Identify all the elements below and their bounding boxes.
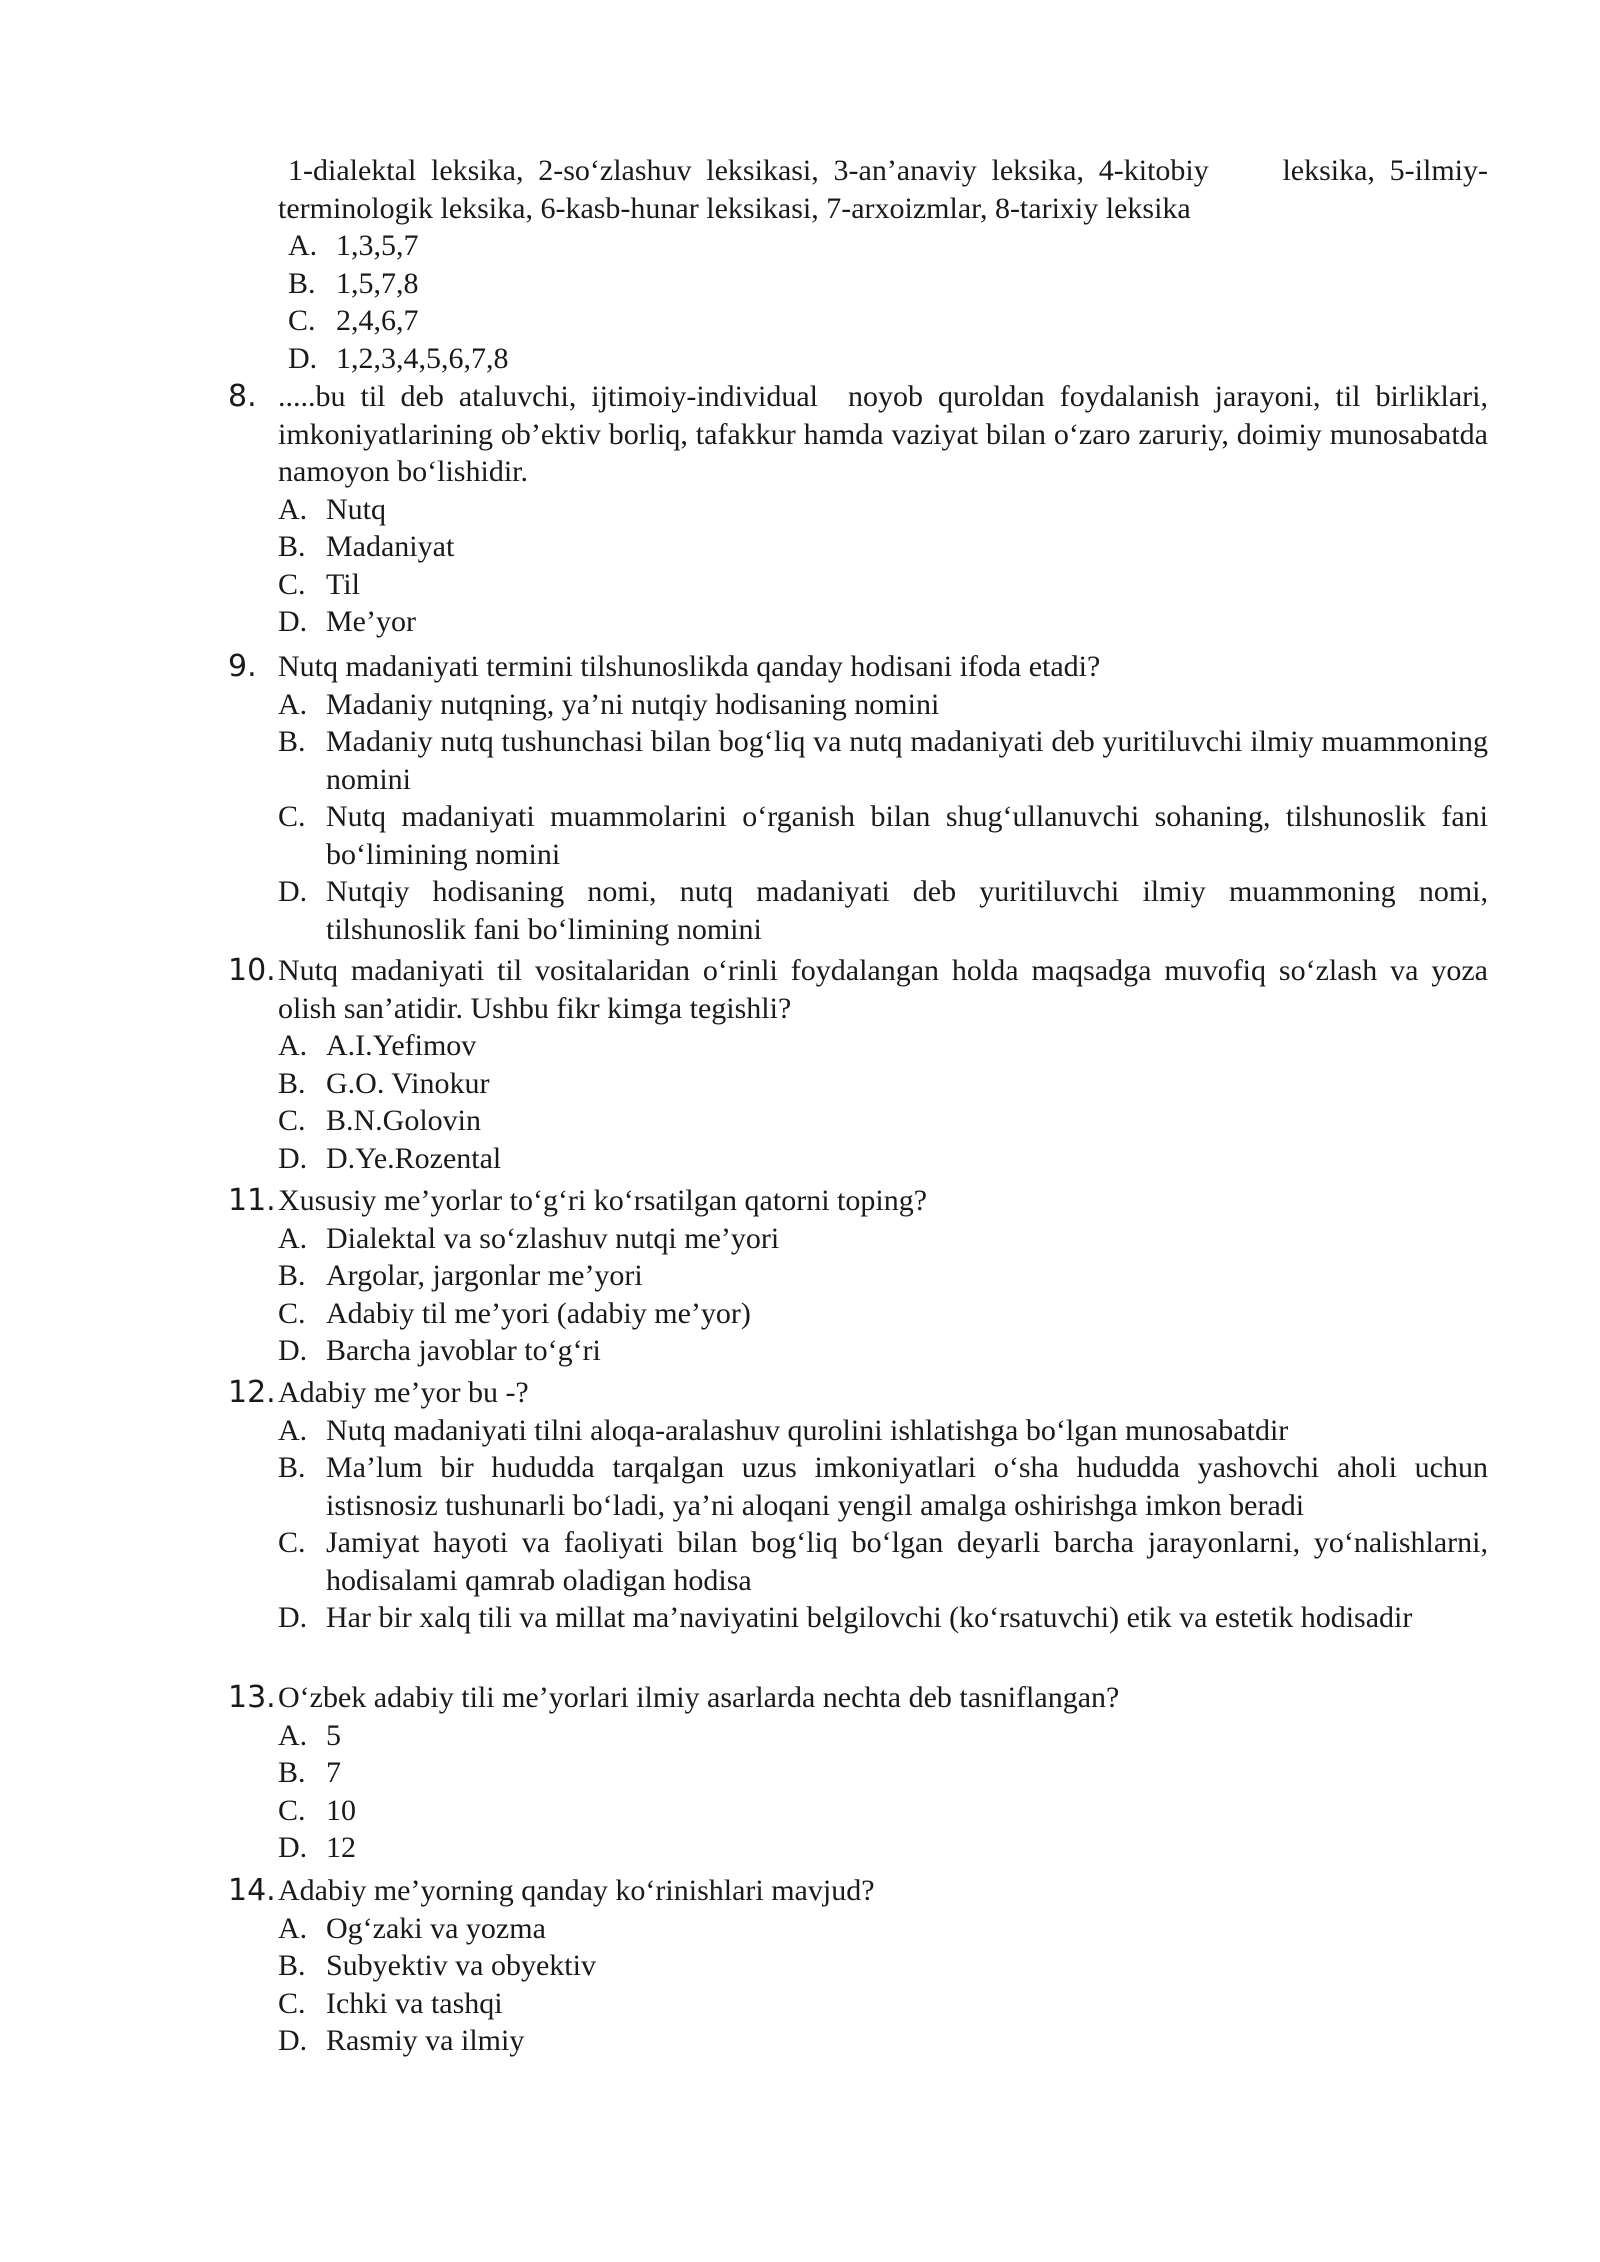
option-b: B. Argolar, jargonlar me’yori [278, 1259, 643, 1292]
option-d: D. Barcha javoblar to‘g‘ri [278, 1334, 601, 1367]
option-c: C. Jamiyat hayoti va faoliyati bilan bog‘liq bo‘lgan deyarli barcha jarayonlarni, yo‘nalishlarni, hodisalami qamrab oladigan hodisa [278, 1526, 1488, 1597]
question-10 [228, 952, 1488, 1177]
question-number: 11. [228, 1183, 276, 1218]
option-c: C. Nutq madaniyati muammolarini o‘rganish bilan shug‘ullanuvchi sohaning, tilshunoslik fani bo‘limining nomini [278, 800, 1488, 871]
question-number: 10. [228, 953, 276, 988]
option-a: A. Dialektal va so‘zlashuv nutqi me’yori [278, 1221, 780, 1255]
question-7-continuation [278, 152, 1488, 377]
option-list [228, 1220, 1488, 1370]
option-d: D. 12 [278, 1831, 356, 1864]
option-c: C. Ichki va tashqi [278, 1986, 503, 2020]
question-text: Nutq madaniyati termini tilshunoslikda qanday hodisani ifoda etadi? [278, 650, 1101, 683]
option-a: A. Nutq [278, 492, 386, 526]
option-a: A. Nutq madaniyati tilni aloqa-aralashuv qurolini ishlatishga bo‘lgan munosabatdir [278, 1413, 1289, 1447]
option-b: B. 1,5,7,8 [288, 266, 419, 300]
option-c: C. 2,4,6,7 [288, 304, 419, 337]
option-b: B. Subyektiv va obyektiv [278, 1949, 596, 1982]
option-b: B. 7 [278, 1756, 341, 1789]
option-c: C. Adabiy til me’yori (adabiy me’yor) [278, 1296, 751, 1330]
option-b: B. Madaniy nutq tushunchasi bilan bog‘liq va nutq madaniyati deb yuritiluvchi ilmiy muammoning nomini [278, 725, 1488, 796]
option-list [228, 491, 1488, 641]
question-number: 12. [228, 1375, 276, 1410]
question-number: 13. [228, 1680, 276, 1715]
option-list [228, 686, 1488, 949]
option-list [228, 1412, 1488, 1637]
question-9 [228, 648, 1488, 948]
question-text: 1-dialektal leksika, 2-so‘zlashuv leksikasi, 3-an’anaviy leksika, 4-kitobiy leksika, 5-ilmiy-terminologik leksika, 6-kasb-hunar leksikasi, 7-arxoizmlar, 8-tarixiy leksika [278, 154, 1488, 225]
option-list [228, 1027, 1488, 1177]
option-a: A. A.I.Yefimov [278, 1029, 477, 1062]
option-d: D. D.Ye.Rozental [278, 1141, 502, 1175]
option-c: C. 10 [278, 1793, 356, 1827]
option-d: D. Har bir xalq tili va millat ma’naviyatini belgilovchi (ko‘rsatuvchi) etik va estetik hodisadir [278, 1601, 1413, 1634]
question-number: 9. [228, 649, 257, 684]
option-b: B. G.O. Vinokur [278, 1066, 490, 1100]
question-11 [228, 1182, 1488, 1370]
option-d: D. Me’yor [278, 605, 416, 638]
option-b: B. Ma’lum bir hududda tarqalgan uzus imkoniyatlari o‘sha hududda yashovchi aholi uchun istisnosiz tushunarli bo‘ladi, ya’ni aloqani yengil amalga oshirishga imkon beradi [278, 1451, 1488, 1522]
question-8 [228, 378, 1488, 641]
question-text: Adabiy me’yorning qanday ko‘rinishlari mavjud? [278, 1874, 875, 1907]
option-b: B. Madaniyat [278, 530, 455, 563]
option-c: C. Til [278, 567, 360, 601]
option-d: D. 1,2,3,4,5,6,7,8 [288, 341, 509, 375]
question-12 [228, 1374, 1488, 1637]
question-number: 8. [228, 379, 257, 414]
option-list [228, 1717, 1488, 1867]
option-a: A. 5 [278, 1718, 341, 1752]
option-a: A. Og‘zaki va yozma [278, 1911, 546, 1945]
option-d: D. Rasmiy va ilmiy [278, 2024, 525, 2057]
question-text: O‘zbek adabiy tili me’yorlari ilmiy asarlarda nechta deb tasniflangan? [278, 1681, 1120, 1714]
option-d: D. Nutqiy hodisaning nomi, nutq madaniyati deb yuritiluvchi ilmiy muammoning nomi, tilshunoslik fani bo‘limining nomini [278, 875, 1488, 946]
option-a: A. 1,3,5,7 [288, 229, 419, 262]
option-a: A. Madaniy nutqning, ya’ni nutqiy hodisaning nomini [278, 687, 940, 721]
question-text: Xususiy me’yorlar to‘g‘ri ko‘rsatilgan qatorni toping? [278, 1184, 928, 1217]
question-number: 14. [228, 1873, 276, 1908]
option-list [278, 227, 1488, 377]
option-list [228, 1910, 1488, 2060]
question-text: .....bu til deb ataluvchi, ijtimoiy-individual noyob quroldan foydalanish jarayoni, til birliklari, imkoniyatlarining ob’ektiv borliq, tafakkur hamda vaziyat bilan o‘zaro zaruriy, doimiy munosabatda namoyon bo‘lishidir. [278, 380, 1488, 488]
question-13 [228, 1679, 1488, 1867]
question-text: Adabiy me’yor bu -? [278, 1376, 529, 1409]
question-text: Nutq madaniyati til vositalaridan o‘rinli foydalangan holda maqsadga muvofiq so‘zlash va yoza olish san’atidir. Ushbu fikr kimga tegishli? [278, 954, 1488, 1025]
option-c: C. B.N.Golovin [278, 1104, 482, 1137]
question-14 [228, 1872, 1488, 2060]
